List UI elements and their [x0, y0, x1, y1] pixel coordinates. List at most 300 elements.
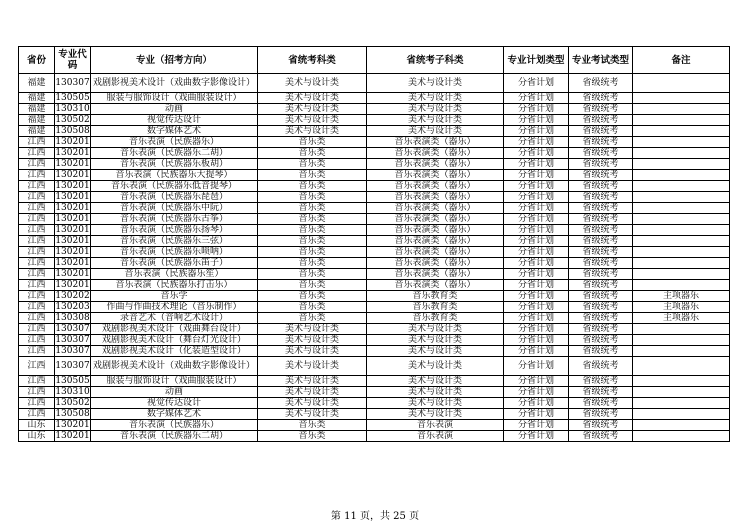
cell-exam-type: 省级统考: [569, 181, 633, 192]
cell-exam-type: 省级统考: [569, 148, 633, 159]
cell-major-code: 130307: [55, 324, 90, 334]
cell-major-direction: 音乐表演（民族器乐低音提琴）: [91, 181, 258, 192]
cell-major-code: 130310: [55, 387, 90, 397]
cell-major-code: 130201: [55, 203, 90, 213]
table-row: [19, 420, 730, 431]
cell-province: 江西: [19, 398, 55, 409]
cell-province: 江西: [19, 387, 55, 398]
cell-plan-type: 分省计划: [504, 236, 569, 247]
cell-major-direction: 视觉传达设计: [91, 115, 258, 126]
cell-major-direction: 戏剧影视美术设计（戏曲数字影像设计）: [91, 357, 258, 376]
cell-major-code: 130201: [55, 170, 90, 180]
cell-plan-type: 分省计划: [504, 148, 569, 159]
header-plan-type: 专业计划类型: [504, 47, 569, 74]
cell-exam-category: 美术与设计类: [258, 357, 367, 376]
cell-plan-type: 分省计划: [504, 313, 569, 324]
cell-exam-category: 音乐类: [258, 225, 367, 236]
cell-exam-type: 省级统考: [569, 137, 633, 148]
cell-province: 江西: [19, 302, 55, 313]
cell-plan-type: 分省计划: [504, 225, 569, 236]
cell-province: 福建: [19, 104, 55, 115]
cell-remarks: [633, 203, 730, 214]
cell-major-code: 130201: [55, 192, 90, 202]
cell-exam-subcategory: 音乐表演类（器乐）: [367, 148, 504, 159]
cell-major-code: 130307: [55, 74, 91, 93]
cell-exam-category: 美术与设计类: [258, 335, 367, 346]
cell-major-direction: 服装与服饰设计（戏曲服装设计）: [91, 376, 258, 387]
table-row: [19, 192, 730, 203]
cell-major-direction: 音乐表演（民族器乐板胡）: [91, 159, 258, 170]
cell-remarks: [633, 148, 730, 159]
table-row: [19, 203, 730, 214]
cell-major-code: 130201: [55, 247, 90, 257]
cell-exam-subcategory: 美术与设计类: [367, 126, 504, 137]
cell-exam-type: 省级统考: [569, 335, 633, 346]
cell-remarks: [633, 236, 730, 247]
cell-major-direction: 音乐表演（民族器乐中阮）: [91, 203, 258, 214]
cell-plan-type: 分省计划: [504, 137, 569, 148]
cell-major-direction: 音乐表演（民族器乐打击乐）: [91, 280, 258, 291]
cell-major-direction: 音乐表演（民族器乐）: [91, 137, 258, 148]
table-row: [19, 126, 730, 137]
table-row: [19, 398, 730, 409]
cell-major-code: 130201: [55, 214, 90, 224]
cell-exam-type: 省级统考: [569, 225, 633, 236]
cell-major-code: 130203: [55, 302, 90, 312]
cell-plan-type: 分省计划: [504, 115, 569, 126]
cell-exam-subcategory: 音乐表演类（器乐）: [367, 137, 504, 148]
table-row: [19, 159, 730, 170]
cell-exam-type: 省级统考: [569, 93, 633, 104]
cell-major-direction: 音乐表演（民族器乐扬琴）: [91, 225, 258, 236]
cell-exam-subcategory: 美术与设计类: [367, 115, 504, 126]
cell-remarks: 主项器乐: [633, 291, 730, 302]
cell-major-direction: 动画: [91, 104, 258, 115]
table-row: [19, 376, 730, 387]
cell-major-code: 130201: [55, 258, 90, 268]
cell-major-direction: 音乐表演（民族器乐唢呐）: [91, 247, 258, 258]
cell-exam-category: 美术与设计类: [258, 346, 367, 357]
table-row: [19, 214, 730, 225]
cell-province: 江西: [19, 291, 55, 302]
cell-exam-subcategory: 音乐表演类（器乐）: [367, 203, 504, 214]
cell-plan-type: 分省计划: [504, 387, 569, 398]
cell-province: 江西: [19, 335, 55, 346]
cell-major-direction: 戏剧影视美术设计（戏曲舞台设计）: [91, 324, 258, 335]
cell-province: 江西: [19, 258, 55, 269]
cell-plan-type: 分省计划: [504, 269, 569, 280]
cell-major-direction: 数字媒体艺术: [91, 409, 258, 420]
cell-plan-type: 分省计划: [504, 192, 569, 203]
cell-exam-category: 美术与设计类: [258, 93, 367, 104]
cell-major-direction: 戏剧影视美术设计（化装造型设计）: [91, 346, 258, 357]
cell-exam-subcategory: 音乐表演类（器乐）: [367, 214, 504, 225]
table-row: [19, 409, 730, 420]
cell-remarks: [633, 409, 730, 420]
cell-province: 江西: [19, 409, 55, 420]
cell-exam-subcategory: 音乐表演: [367, 431, 504, 442]
cell-exam-type: 省级统考: [569, 203, 633, 214]
cell-province: 江西: [19, 159, 55, 170]
cell-province: 福建: [19, 93, 55, 104]
cell-exam-category: 美术与设计类: [258, 104, 367, 115]
cell-major-code: 130201: [55, 159, 90, 169]
cell-plan-type: 分省计划: [504, 376, 569, 387]
cell-plan-type: 分省计划: [504, 335, 569, 346]
cell-exam-type: 省级统考: [569, 159, 633, 170]
cell-exam-subcategory: 音乐教育类: [367, 302, 504, 313]
cell-major-code: 130310: [55, 104, 90, 114]
cell-exam-category: 音乐类: [258, 192, 367, 203]
cell-plan-type: 分省计划: [504, 126, 569, 137]
cell-plan-type: 分省计划: [504, 159, 569, 170]
cell-province: 江西: [19, 192, 55, 203]
table-row: [19, 324, 730, 335]
table-row: [19, 148, 730, 159]
header-row: [19, 47, 730, 74]
cell-exam-category: 美术与设计类: [258, 398, 367, 409]
cell-major-direction: 动画: [91, 387, 258, 398]
cell-exam-type: 省级统考: [569, 170, 633, 181]
cell-remarks: [633, 357, 730, 376]
table-body: [19, 74, 730, 442]
cell-province: 福建: [19, 115, 55, 126]
cell-exam-type: 省级统考: [569, 376, 633, 387]
cell-exam-type: 省级统考: [569, 126, 633, 137]
cell-remarks: [633, 214, 730, 225]
header-exam-type: 专业考试类型: [569, 47, 633, 74]
header-province: 省份: [19, 47, 55, 74]
cell-remarks: [633, 159, 730, 170]
cell-remarks: [633, 93, 730, 104]
cell-province: 江西: [19, 357, 55, 376]
cell-remarks: [633, 74, 730, 93]
cell-exam-category: 音乐类: [258, 170, 367, 181]
cell-exam-subcategory: 美术与设计类: [367, 376, 504, 387]
cell-exam-category: 美术与设计类: [258, 115, 367, 126]
table-row: [19, 431, 730, 442]
cell-major-code: 130201: [55, 236, 90, 246]
cell-exam-category: 音乐类: [258, 302, 367, 313]
cell-exam-category: 美术与设计类: [258, 126, 367, 137]
cell-remarks: [633, 269, 730, 280]
cell-exam-type: 省级统考: [569, 420, 633, 431]
table-row: [19, 137, 730, 148]
cell-major-direction: 音乐表演（民族器乐二胡）: [91, 148, 258, 159]
cell-major-code: 130502: [55, 398, 90, 408]
table-row: [19, 93, 730, 104]
cell-exam-subcategory: 美术与设计类: [367, 387, 504, 398]
cell-exam-type: 省级统考: [569, 74, 633, 93]
cell-exam-type: 省级统考: [569, 302, 633, 313]
table-row: [19, 247, 730, 258]
cell-exam-subcategory: 音乐表演: [367, 420, 504, 431]
cell-major-code: 130201: [55, 181, 90, 191]
cell-major-direction: 音乐表演（民族器乐二胡）: [91, 431, 258, 442]
cell-province: 江西: [19, 181, 55, 192]
cell-exam-category: 音乐类: [258, 258, 367, 269]
cell-exam-category: 美术与设计类: [258, 409, 367, 420]
cell-exam-category: 美术与设计类: [258, 324, 367, 335]
cell-province: 福建: [19, 74, 55, 93]
table-row: [19, 258, 730, 269]
cell-remarks: [633, 346, 730, 357]
cell-province: 山东: [19, 420, 55, 431]
table-row: [19, 269, 730, 280]
cell-exam-type: 省级统考: [569, 409, 633, 420]
cell-remarks: [633, 280, 730, 291]
cell-major-direction: 音乐表演（民族器乐笛子）: [91, 258, 258, 269]
cell-province: 福建: [19, 126, 55, 137]
cell-major-code: 130201: [55, 225, 90, 235]
cell-major-direction: 视觉传达设计: [91, 398, 258, 409]
cell-exam-category: 音乐类: [258, 236, 367, 247]
header-major-direction: 专业（招考方向）: [91, 47, 258, 74]
cell-plan-type: 分省计划: [504, 420, 569, 431]
cell-exam-type: 省级统考: [569, 258, 633, 269]
cell-exam-subcategory: 音乐表演类（器乐）: [367, 269, 504, 280]
cell-exam-type: 省级统考: [569, 313, 633, 324]
header-major-code: 专业代码: [55, 47, 91, 74]
cell-exam-subcategory: 美术与设计类: [367, 346, 504, 357]
cell-major-code: 130202: [55, 291, 90, 301]
cell-exam-type: 省级统考: [569, 247, 633, 258]
table-row: [19, 115, 730, 126]
cell-remarks: [633, 192, 730, 203]
cell-province: 江西: [19, 269, 55, 280]
table-row: [19, 225, 730, 236]
cell-province: 江西: [19, 137, 55, 148]
header-exam-subcategory: 省统考子科类: [367, 47, 504, 74]
cell-remarks: [633, 115, 730, 126]
cell-exam-subcategory: 音乐表演类（器乐）: [367, 236, 504, 247]
cell-remarks: [633, 398, 730, 409]
table-row: [19, 236, 730, 247]
cell-remarks: [633, 181, 730, 192]
cell-major-code: 130201: [55, 420, 90, 430]
cell-exam-subcategory: 音乐表演类（器乐）: [367, 225, 504, 236]
cell-exam-type: 省级统考: [569, 387, 633, 398]
cell-exam-type: 省级统考: [569, 291, 633, 302]
cell-province: 江西: [19, 346, 55, 357]
cell-exam-type: 省级统考: [569, 115, 633, 126]
cell-plan-type: 分省计划: [504, 280, 569, 291]
cell-exam-subcategory: 美术与设计类: [367, 398, 504, 409]
cell-major-code: 130508: [55, 409, 90, 419]
cell-exam-category: 音乐类: [258, 148, 367, 159]
cell-province: 江西: [19, 225, 55, 236]
cell-major-direction: 音乐表演（民族器乐琵琶）: [91, 192, 258, 203]
table-row: [19, 357, 730, 376]
cell-exam-subcategory: 美术与设计类: [367, 93, 504, 104]
header-exam-category: 省统考科类: [258, 47, 367, 74]
cell-exam-type: 省级统考: [569, 236, 633, 247]
cell-exam-subcategory: 美术与设计类: [367, 335, 504, 346]
table-row: [19, 291, 730, 302]
table-row: [19, 335, 730, 346]
cell-major-direction: 作曲与作曲技术理论（音乐制作）: [91, 302, 258, 313]
cell-exam-type: 省级统考: [569, 346, 633, 357]
cell-remarks: [633, 225, 730, 236]
cell-plan-type: 分省计划: [504, 247, 569, 258]
cell-exam-type: 省级统考: [569, 280, 633, 291]
cell-major-direction: 录音艺术（音响艺术设计）: [91, 313, 258, 324]
table-row: [19, 74, 730, 93]
cell-remarks: [633, 387, 730, 398]
cell-plan-type: 分省计划: [504, 203, 569, 214]
cell-exam-subcategory: 音乐表演类（器乐）: [367, 170, 504, 181]
cell-province: 江西: [19, 170, 55, 181]
cell-exam-category: 音乐类: [258, 214, 367, 225]
cell-major-code: 130505: [55, 376, 90, 386]
cell-major-direction: 戏剧影视美术设计（舞台灯光设计）: [91, 335, 258, 346]
cell-major-direction: 音乐表演（民族器乐古筝）: [91, 214, 258, 225]
cell-plan-type: 分省计划: [504, 170, 569, 181]
cell-province: 江西: [19, 280, 55, 291]
cell-exam-type: 省级统考: [569, 192, 633, 203]
cell-remarks: [633, 247, 730, 258]
cell-major-code: 130307: [55, 357, 91, 376]
cell-major-code: 130508: [55, 126, 90, 136]
cell-exam-category: 美术与设计类: [258, 387, 367, 398]
cell-plan-type: 分省计划: [504, 302, 569, 313]
cell-exam-type: 省级统考: [569, 214, 633, 225]
cell-exam-subcategory: 音乐教育类: [367, 291, 504, 302]
cell-exam-type: 省级统考: [569, 357, 633, 376]
cell-plan-type: 分省计划: [504, 258, 569, 269]
cell-exam-type: 省级统考: [569, 269, 633, 280]
cell-exam-subcategory: 音乐表演类（器乐）: [367, 247, 504, 258]
cell-exam-subcategory: 美术与设计类: [367, 409, 504, 420]
cell-plan-type: 分省计划: [504, 324, 569, 335]
cell-remarks: [633, 126, 730, 137]
cell-province: 江西: [19, 376, 55, 387]
cell-major-code: 130201: [55, 137, 90, 147]
cell-exam-subcategory: 美术与设计类: [367, 74, 504, 93]
cell-exam-category: 音乐类: [258, 280, 367, 291]
cell-exam-subcategory: 美术与设计类: [367, 357, 504, 376]
cell-remarks: [633, 376, 730, 387]
cell-major-code: 130308: [55, 313, 90, 323]
cell-major-direction: 音乐表演（民族器乐大提琴）: [91, 170, 258, 181]
table-row: [19, 170, 730, 181]
table-row: [19, 387, 730, 398]
cell-exam-subcategory: 音乐表演类（器乐）: [367, 159, 504, 170]
cell-exam-category: 音乐类: [258, 431, 367, 442]
cell-remarks: [633, 335, 730, 346]
cell-exam-type: 省级统考: [569, 398, 633, 409]
cell-province: 江西: [19, 203, 55, 214]
cell-plan-type: 分省计划: [504, 214, 569, 225]
page-footer: 第 11 页，共 25 页: [330, 511, 420, 522]
cell-remarks: [633, 104, 730, 115]
cell-exam-category: 音乐类: [258, 181, 367, 192]
cell-major-code: 130307: [55, 335, 90, 345]
cell-province: 江西: [19, 148, 55, 159]
cell-major-direction: 数字媒体艺术: [91, 126, 258, 137]
cell-major-code: 130201: [55, 431, 90, 441]
header-remarks: 备注: [633, 47, 730, 74]
cell-exam-category: 音乐类: [258, 203, 367, 214]
cell-remarks: [633, 258, 730, 269]
table-row: [19, 280, 730, 291]
cell-province: 江西: [19, 214, 55, 225]
cell-remarks: 主项器乐: [633, 313, 730, 324]
cell-exam-subcategory: 音乐表演类（器乐）: [367, 280, 504, 291]
cell-plan-type: 分省计划: [504, 74, 569, 93]
cell-plan-type: 分省计划: [504, 398, 569, 409]
cell-exam-subcategory: 美术与设计类: [367, 324, 504, 335]
cell-major-code: 130201: [55, 269, 90, 279]
cell-plan-type: 分省计划: [504, 181, 569, 192]
cell-exam-category: 音乐类: [258, 137, 367, 148]
cell-exam-category: 音乐类: [258, 291, 367, 302]
cell-major-direction: 服装与服饰设计（戏曲服装设计）: [91, 93, 258, 104]
cell-plan-type: 分省计划: [504, 357, 569, 376]
cell-exam-category: 音乐类: [258, 269, 367, 280]
cell-province: 江西: [19, 324, 55, 335]
cell-remarks: [633, 324, 730, 335]
cell-exam-category: 音乐类: [258, 313, 367, 324]
cell-exam-category: 美术与设计类: [258, 74, 367, 93]
cell-major-direction: 戏剧影视美术设计（戏曲数字影像设计）: [91, 74, 258, 93]
cell-province: 山东: [19, 431, 55, 442]
table-row: [19, 104, 730, 115]
table-row: [19, 302, 730, 313]
cell-major-code: 130502: [55, 115, 90, 125]
cell-major-direction: 音乐表演（民族器乐三弦）: [91, 236, 258, 247]
table-row: [19, 313, 730, 324]
cell-plan-type: 分省计划: [504, 431, 569, 442]
cell-exam-subcategory: 音乐表演类（器乐）: [367, 192, 504, 203]
table-row: [19, 346, 730, 357]
table-row: [19, 181, 730, 192]
cell-exam-type: 省级统考: [569, 104, 633, 115]
cell-major-direction: 音乐学: [91, 291, 258, 302]
cell-major-code: 130201: [55, 280, 90, 290]
cell-province: 江西: [19, 313, 55, 324]
cell-exam-subcategory: 美术与设计类: [367, 104, 504, 115]
cell-exam-category: 音乐类: [258, 247, 367, 258]
cell-plan-type: 分省计划: [504, 409, 569, 420]
cell-exam-subcategory: 音乐表演类（器乐）: [367, 181, 504, 192]
cell-plan-type: 分省计划: [504, 104, 569, 115]
cell-exam-category: 音乐类: [258, 420, 367, 431]
cell-exam-subcategory: 音乐表演类（器乐）: [367, 258, 504, 269]
cell-major-direction: 音乐表演（民族器乐笙）: [91, 269, 258, 280]
cell-exam-type: 省级统考: [569, 324, 633, 335]
cell-major-code: 130307: [55, 346, 90, 356]
cell-remarks: 主项器乐: [633, 302, 730, 313]
cell-plan-type: 分省计划: [504, 291, 569, 302]
cell-remarks: [633, 431, 730, 442]
cell-exam-subcategory: 音乐教育类: [367, 313, 504, 324]
cell-plan-type: 分省计划: [504, 346, 569, 357]
cell-exam-type: 省级统考: [569, 431, 633, 442]
cell-province: 江西: [19, 236, 55, 247]
admission-table: [18, 46, 730, 442]
cell-major-direction: 音乐表演（民族器乐）: [91, 420, 258, 431]
cell-major-code: 130201: [55, 148, 90, 158]
cell-remarks: [633, 420, 730, 431]
cell-plan-type: 分省计划: [504, 93, 569, 104]
cell-remarks: [633, 170, 730, 181]
cell-province: 江西: [19, 247, 55, 258]
cell-exam-category: 音乐类: [258, 159, 367, 170]
cell-major-code: 130505: [55, 93, 90, 103]
cell-remarks: [633, 137, 730, 148]
cell-exam-category: 美术与设计类: [258, 376, 367, 387]
